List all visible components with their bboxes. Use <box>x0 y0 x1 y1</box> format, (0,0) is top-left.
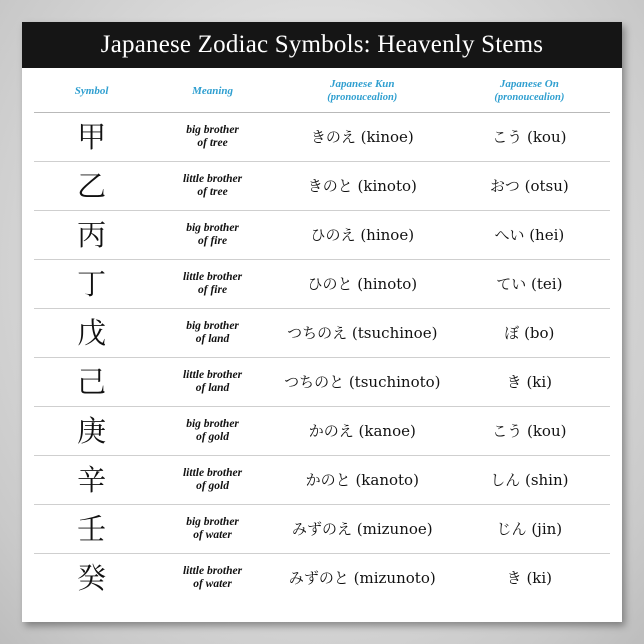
cell-on: こう (kou) <box>492 128 567 146</box>
cell-meaning <box>149 211 276 260</box>
cell-kun: つちのと (tsuchinoto) <box>284 373 441 391</box>
cell-meaning-line2: of land <box>195 382 230 394</box>
cell-meaning-line2: of gold <box>196 480 229 492</box>
cell-kun: ひのえ (hinoe) <box>310 226 415 244</box>
cell-meaning-line2: of water <box>193 529 232 541</box>
cell-meaning-line2: of tree <box>197 186 228 198</box>
cell-kun: きのえ (kinoe) <box>310 128 414 146</box>
column-header-japanese-on <box>449 68 610 113</box>
cell-kun: きのと (kinoto) <box>307 177 417 195</box>
page-title: Japanese Zodiac Symbols: Heavenly Stems <box>100 31 544 58</box>
cell-symbol: 庚 <box>77 414 107 448</box>
table-row <box>34 407 610 456</box>
cell-on: へい (hei) <box>494 226 565 244</box>
cell-meaning-line1: big brother <box>186 124 239 136</box>
table-row <box>34 162 610 211</box>
column-header-japanese-on-label: Japanese On <box>499 78 559 90</box>
column-header-symbol <box>34 68 149 113</box>
cell-kun: かのと (kanoto) <box>305 471 419 489</box>
cell-meaning <box>149 456 276 505</box>
cell-symbol: 辛 <box>77 463 107 497</box>
cell-meaning-line1: little brother <box>182 565 243 577</box>
cell-kun: かのえ (kanoe) <box>308 422 416 440</box>
heavenly-stems-table <box>34 68 610 602</box>
cell-meaning-line1: big brother <box>186 320 239 332</box>
cell-meaning <box>149 113 276 162</box>
cell-meaning <box>149 309 276 358</box>
cell-on: おつ (otsu) <box>489 177 569 195</box>
cell-on: き (ki) <box>506 569 553 587</box>
cell-symbol: 己 <box>77 365 107 399</box>
table-row <box>34 505 610 554</box>
table-row <box>34 554 610 603</box>
cell-meaning <box>149 260 276 309</box>
column-header-japanese-kun-label: Japanese Kun <box>330 78 395 90</box>
cell-symbol: 丁 <box>77 267 107 301</box>
cell-meaning-line1: little brother <box>182 271 243 283</box>
cell-symbol: 丙 <box>77 218 107 252</box>
cell-meaning-line2: of fire <box>198 284 228 296</box>
cell-symbol: 壬 <box>77 512 107 546</box>
cell-meaning <box>149 505 276 554</box>
table-row <box>34 211 610 260</box>
cell-meaning-line1: big brother <box>186 418 239 430</box>
cell-on: き (ki) <box>506 373 553 391</box>
cell-meaning-line1: big brother <box>186 222 239 234</box>
cell-meaning <box>149 162 276 211</box>
cell-meaning-line1: big brother <box>186 516 239 528</box>
table-row <box>34 358 610 407</box>
poster <box>22 22 622 622</box>
cell-meaning-line2: of tree <box>197 137 228 149</box>
cell-on: しん (shin) <box>490 471 569 489</box>
cell-kun: みずのえ (mizunoe) <box>291 520 433 538</box>
cell-on: こう (kou) <box>492 422 567 440</box>
cell-on: じん (jin) <box>496 520 563 538</box>
cell-meaning-line2: of fire <box>198 235 228 247</box>
cell-symbol: 戊 <box>77 316 107 350</box>
cell-meaning <box>149 554 276 603</box>
table-row <box>34 113 610 162</box>
column-header-japanese-on-sub: (pronoucealion) <box>494 92 565 103</box>
table-row <box>34 309 610 358</box>
cell-meaning <box>149 407 276 456</box>
cell-meaning <box>149 358 276 407</box>
cell-symbol: 甲 <box>77 120 107 154</box>
column-header-japanese-kun-sub: (pronoucealion) <box>327 92 398 103</box>
poster-title-bar <box>22 22 622 68</box>
cell-symbol: 乙 <box>77 169 107 203</box>
cell-kun: ひのと (hinoto) <box>307 275 418 293</box>
cell-on: ぼ (bo) <box>504 324 555 342</box>
cell-symbol: 癸 <box>77 561 107 595</box>
cell-kun: みずのと (mizunoto) <box>288 569 436 587</box>
column-header-meaning-label: Meaning <box>192 84 234 97</box>
table-header-row <box>34 68 610 113</box>
cell-kun: つちのえ (tsuchinoe) <box>287 324 438 342</box>
table-body <box>34 113 610 603</box>
cell-meaning-line2: of gold <box>196 431 229 443</box>
cell-meaning-line1: little brother <box>182 369 243 381</box>
cell-on: てい (tei) <box>496 275 563 293</box>
column-header-meaning <box>149 68 276 113</box>
column-header-symbol-label: Symbol <box>74 84 109 97</box>
cell-meaning-line2: of water <box>193 578 232 590</box>
table-row <box>34 456 610 505</box>
cell-meaning-line1: little brother <box>182 467 243 479</box>
cell-meaning-line1: little brother <box>182 173 243 185</box>
column-header-japanese-kun <box>276 68 449 113</box>
table-header <box>34 68 610 113</box>
table-row <box>34 260 610 309</box>
cell-meaning-line2: of land <box>195 333 230 345</box>
table-area <box>22 68 622 622</box>
